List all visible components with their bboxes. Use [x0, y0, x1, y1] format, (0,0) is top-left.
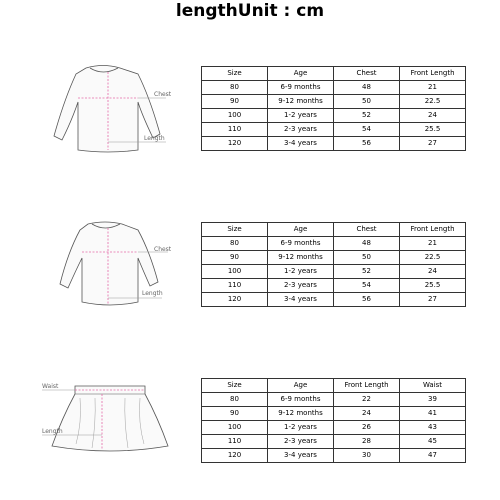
table-cell: 9-12 months	[268, 407, 334, 421]
table-cell: 48	[334, 237, 400, 251]
table-cell: 24	[334, 407, 400, 421]
table-cell: 110	[202, 279, 268, 293]
table-cell: 25.5	[400, 279, 466, 293]
table-cell: 24	[400, 265, 466, 279]
column-header: Chest	[334, 223, 400, 237]
table-cell: 26	[334, 421, 400, 435]
table-cell: 24	[400, 109, 466, 123]
table-row	[202, 123, 466, 137]
table-cell: 22	[334, 393, 400, 407]
table-cell: 3-4 years	[268, 293, 334, 307]
table-cell: 6-9 months	[268, 393, 334, 407]
table-cell: 1-2 years	[268, 265, 334, 279]
column-header: Size	[202, 223, 268, 237]
table-cell: 45	[400, 435, 466, 449]
chest-label: Chest	[154, 246, 172, 253]
skirt-figure	[40, 378, 180, 458]
size-table-sweatshirt	[201, 222, 466, 307]
table-row	[202, 109, 466, 123]
table-cell: 21	[400, 237, 466, 251]
table-row	[202, 449, 466, 463]
column-header: Age	[268, 67, 334, 81]
table-cell: 54	[334, 279, 400, 293]
page-title: lengthUnit : cm	[175, 1, 325, 21]
table-cell: 30	[334, 449, 400, 463]
table-cell: 43	[400, 421, 466, 435]
table-cell: 110	[202, 435, 268, 449]
column-header: Age	[268, 379, 334, 393]
table-cell: 6-9 months	[268, 237, 334, 251]
table-header-row	[202, 67, 466, 81]
table-cell: 54	[334, 123, 400, 137]
size-table-long-sleeve-top	[201, 66, 466, 151]
column-header: Front Length	[400, 223, 466, 237]
table-cell: 50	[334, 95, 400, 109]
length-label: Length	[42, 428, 63, 435]
table-cell: 100	[202, 421, 268, 435]
table-cell: 120	[202, 449, 268, 463]
table-row	[202, 137, 466, 151]
size-table-skirt	[201, 378, 466, 463]
table-cell: 80	[202, 237, 268, 251]
table-cell: 52	[334, 109, 400, 123]
waist-label: Waist	[42, 383, 59, 390]
table-row	[202, 421, 466, 435]
table-row	[202, 407, 466, 421]
table-row	[202, 265, 466, 279]
table-header-row	[202, 379, 466, 393]
table-row	[202, 95, 466, 109]
table-cell: 90	[202, 251, 268, 265]
column-header: Size	[202, 379, 268, 393]
table-row	[202, 81, 466, 95]
table-cell: 47	[400, 449, 466, 463]
table-row	[202, 251, 466, 265]
table-cell: 2-3 years	[268, 435, 334, 449]
column-header: Front Length	[334, 379, 400, 393]
table-cell: 80	[202, 81, 268, 95]
table-cell: 28	[334, 435, 400, 449]
table-cell: 80	[202, 393, 268, 407]
table-cell: 100	[202, 265, 268, 279]
column-header: Age	[268, 223, 334, 237]
table-cell: 22.5	[400, 95, 466, 109]
length-label: Length	[144, 135, 165, 142]
length-label: Length	[142, 290, 163, 297]
table-cell: 52	[334, 265, 400, 279]
table-header-row	[202, 223, 466, 237]
table-cell: 56	[334, 293, 400, 307]
table-cell: 1-2 years	[268, 109, 334, 123]
table-cell: 22.5	[400, 251, 466, 265]
column-header: Chest	[334, 67, 400, 81]
table-row	[202, 393, 466, 407]
table-cell: 41	[400, 407, 466, 421]
table-cell: 1-2 years	[268, 421, 334, 435]
table-cell: 100	[202, 109, 268, 123]
table-cell: 120	[202, 137, 268, 151]
table-cell: 50	[334, 251, 400, 265]
table-row	[202, 237, 466, 251]
column-header: Size	[202, 67, 268, 81]
sweatshirt-figure	[50, 218, 180, 313]
table-cell: 6-9 months	[268, 81, 334, 95]
long-sleeve-top-figure	[48, 60, 178, 160]
table-cell: 9-12 months	[268, 95, 334, 109]
column-header: Waist	[400, 379, 466, 393]
table-cell: 9-12 months	[268, 251, 334, 265]
table-cell: 56	[334, 137, 400, 151]
table-cell: 27	[400, 293, 466, 307]
table-cell: 120	[202, 293, 268, 307]
table-cell: 48	[334, 81, 400, 95]
table-cell: 90	[202, 407, 268, 421]
table-cell: 27	[400, 137, 466, 151]
table-cell: 39	[400, 393, 466, 407]
table-row	[202, 293, 466, 307]
table-cell: 2-3 years	[268, 279, 334, 293]
table-row	[202, 435, 466, 449]
table-cell: 2-3 years	[268, 123, 334, 137]
table-cell: 25.5	[400, 123, 466, 137]
table-row	[202, 279, 466, 293]
chest-label: Chest	[154, 91, 172, 98]
table-cell: 3-4 years	[268, 137, 334, 151]
table-cell: 90	[202, 95, 268, 109]
column-header: Front Length	[400, 67, 466, 81]
table-cell: 110	[202, 123, 268, 137]
table-cell: 3-4 years	[268, 449, 334, 463]
table-cell: 21	[400, 81, 466, 95]
